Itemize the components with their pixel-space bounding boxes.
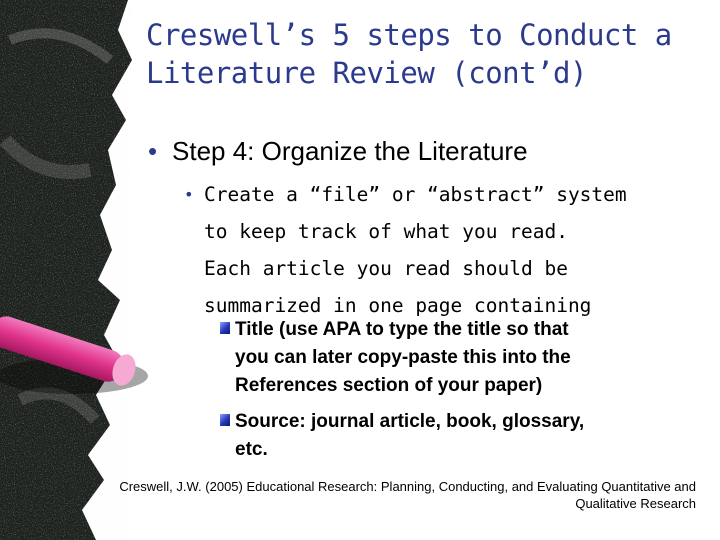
slide-title [146,16,706,92]
square-bullet-icon [220,322,230,334]
citation [74,478,696,512]
text-line: References section of your paper) [235,375,543,396]
text-line: summarized in one page containing [204,294,592,317]
text-line: you can later copy-paste this into the [235,347,571,368]
bullet-level-1-text: Step 4: Organize the Literature [172,136,528,166]
bullet-level-3-source [218,408,698,464]
text-line: etc. [235,439,268,460]
title-line-2: Literature Review (cont’d) [146,56,587,90]
square-bullet-icon [220,414,230,426]
text-line: Title (use APA to type the title so that [235,319,569,340]
bullet-level-3-title [218,316,698,400]
bullet-level-2 [184,176,704,324]
title-line-1: Creswell’s 5 steps to Conduct a [146,18,672,52]
text-line: Create a “file” or “abstract” system [204,183,627,206]
bullet-dot-icon: • [184,185,194,204]
text-line: Source: journal article, book, glossary, [235,411,585,432]
chalkboard-image [0,0,150,540]
bullet-dot-icon: • [148,136,158,166]
bullet-level-2-text [204,176,704,324]
text-line: Each article you read should be [204,257,568,280]
bullet-level-1 [148,134,708,168]
citation-line-1: Creswell, J.W. (2005) Educational Research: Planning, Conducting, and Evaluating Quantitative and [119,479,696,494]
citation-line-2: Qualitative Research [575,496,696,511]
text-line: to keep track of what you read. [204,220,568,243]
